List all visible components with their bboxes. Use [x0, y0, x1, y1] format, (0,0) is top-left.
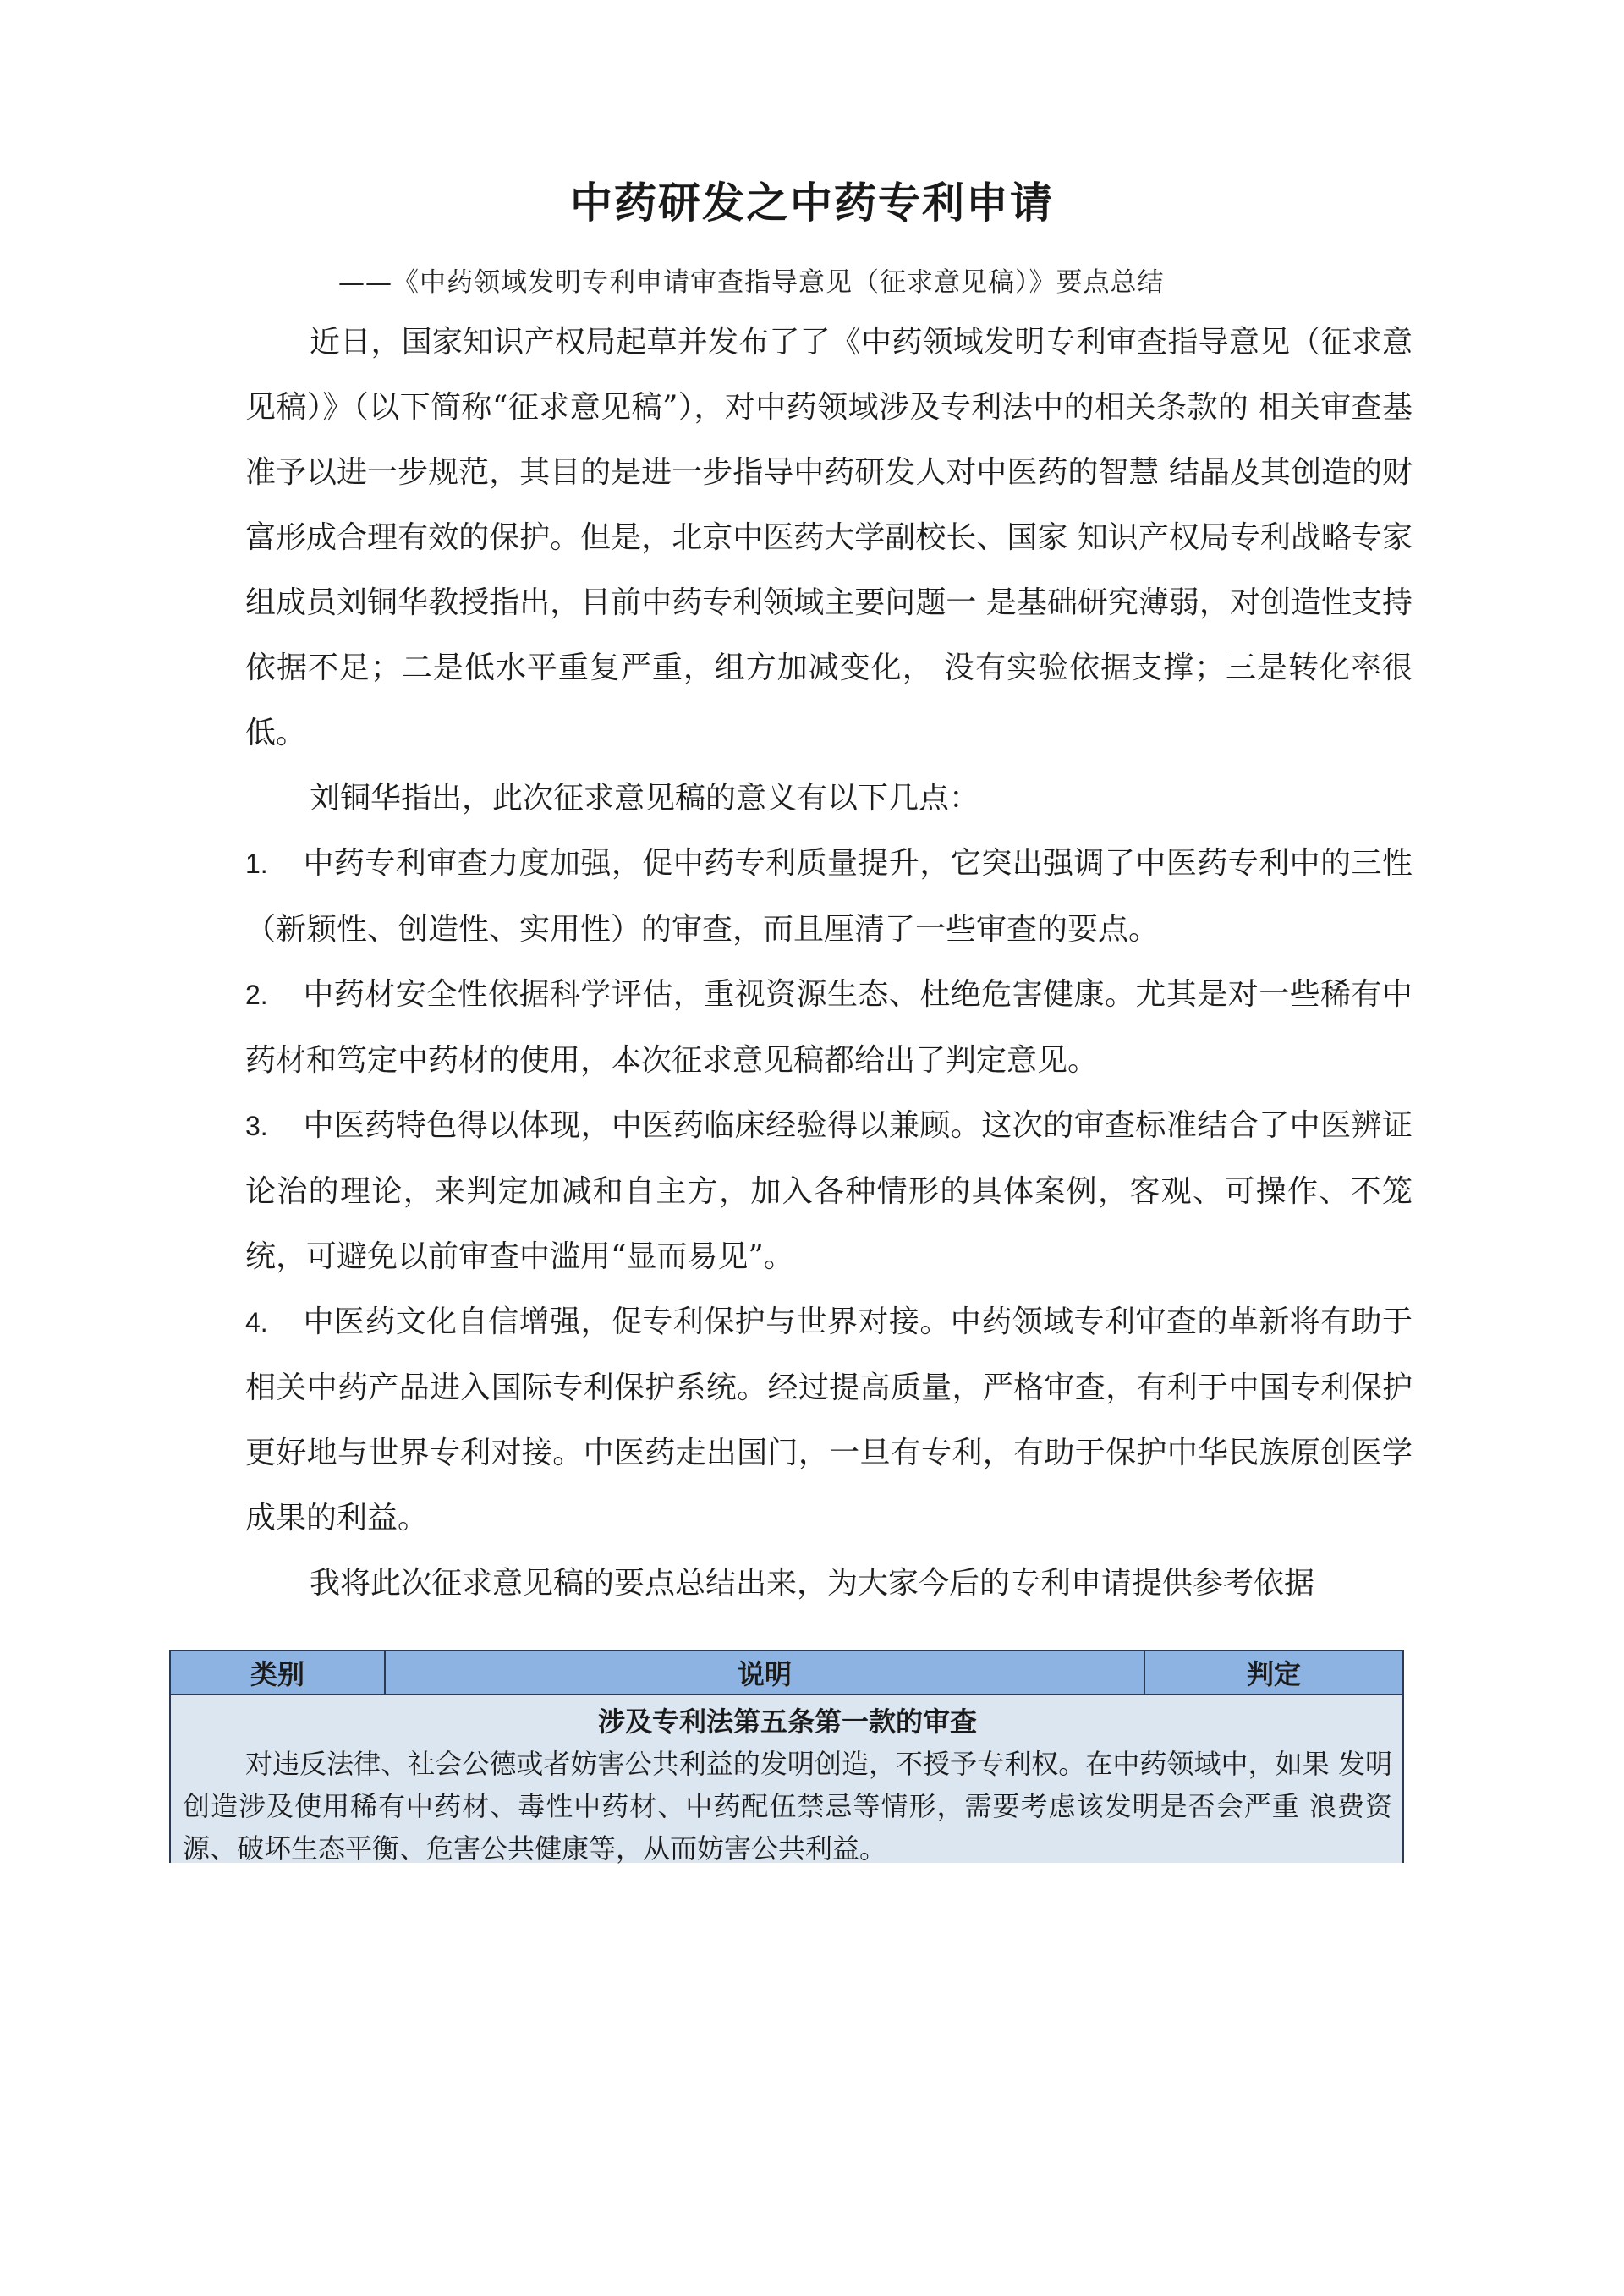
point-number: 3.: [245, 1111, 268, 1141]
point-item: [245, 1289, 1413, 1551]
table-header-row: [171, 1651, 1402, 1695]
table-section: [171, 1695, 1402, 1863]
document-body: [245, 310, 1413, 1616]
point-text: 中医药文化自信增强，促专利保护与世界对接。中药领域专利审查的革新将有助于相关中药产品进入国际专利保护系统。经过提高质量，严格审查，有利于中国专利保护更好地与世界专利对接。中医药走出国门，一旦有专利，有助于保护中华民族原创医学成果的利益。: [245, 1305, 1413, 1535]
intro-paragraph: 近日，国家知识产权局起草并发布了了《中药领域发明专利审查指导意见（征求意见稿）》（以下简称“征求意见稿”），对中药领域涉及专利法中的相关条款的 相关审查基准予以进一步规范，其目的是进一步指导中药研发人对中医药的智慧 结晶及其创造的财富形成合理有效的保护。但是，北京中医药大学副校长、国家 知识产权局专利战略专家组成员刘铜华教授指出，目前中药专利领域主要问题一 是基础研究薄弱，对创造性支持依据不足；二是低水平重复严重，组方加减变化， 没有实验依据支撑；三是转化率很低。: [245, 325, 1413, 750]
summary-table: [169, 1650, 1404, 1863]
point-text: 中药专利审查力度加强，促中药专利质量提升，它突出强调了中医药专利中的三性（新颖性、创造性、实用性）的审查，而且厘清了一些审查的要点。: [245, 846, 1413, 947]
header-description: 说明: [386, 1651, 1145, 1694]
header-category: 类别: [171, 1651, 386, 1694]
header-judgment: 判定: [1246, 1658, 1301, 1690]
point-item: [245, 831, 1413, 962]
page-subtitle: ——《中药领域发明专利申请审查指导意见（征求意见稿）》要点总结: [338, 267, 1165, 298]
section-title: 涉及专利法第五条第一款的审查: [597, 1706, 977, 1738]
point-item: [245, 1093, 1413, 1289]
page-title: 中药研发之中药专利申请: [570, 178, 1054, 228]
lead-paragraph: 刘铜华指出，此次征求意见稿的意义有以下几点：: [310, 781, 980, 816]
section-text: 对违反法律、社会公德或者妨害公共利益的发明创造，不授予专利权。在中药领域中，如果 发明创造涉及使用稀有中药材、毒性中药材、中药配伍禁忌等情形，需要考虑该发明是否会严重 浪费资源、破坏生态平衡、危害公共健康等，从而妨害公共利益。: [183, 1748, 1392, 1865]
point-text: 中药材安全性依据科学评估，重视资源生态、杜绝危害健康。尤其是对一些稀有中药材和笃定中药材的使用，本次征求意见稿都给出了判定意见。: [245, 977, 1413, 1078]
point-text: 中医药特色得以体现，中医药临床经验得以兼顾。这次的审查标准结合了中医辨证论治的理论，来判定加减和自主方，加入各种情形的具体案例，客观、可操作、不笼统，可避免以前审查中滥用“显而易见”。: [245, 1108, 1413, 1274]
point-number: 2.: [245, 980, 268, 1010]
closing-paragraph: 我将此次征求意见稿的要点总结出来，为大家今后的专利申请提供参考依据: [310, 1566, 1315, 1601]
point-number: 1.: [245, 849, 268, 879]
point-number: 4.: [245, 1307, 268, 1338]
point-item: [245, 962, 1413, 1093]
